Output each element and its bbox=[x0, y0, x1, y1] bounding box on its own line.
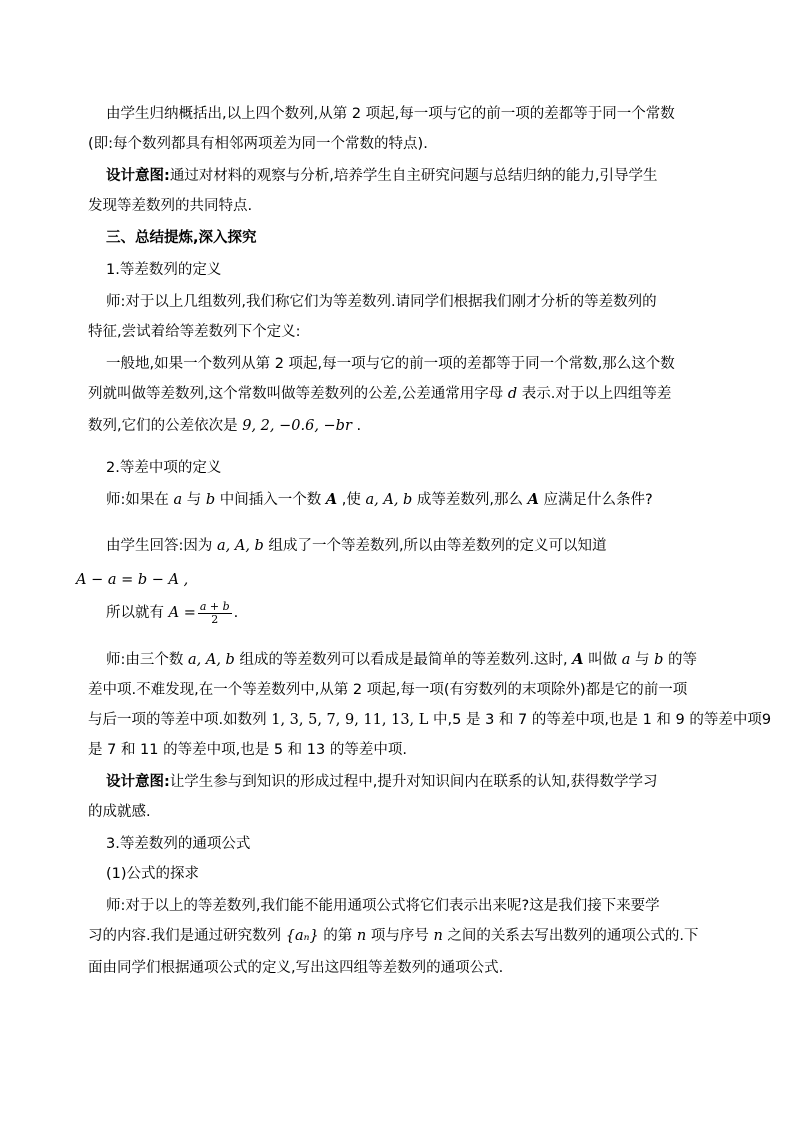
paragraph-definition-line3 bbox=[88, 416, 361, 436]
text: 由学生归纳概括出,以上四个数列,从第 2 项起,每一项与它的前一项的差都等于同一个常数 bbox=[106, 106, 675, 122]
math-symbol: a bbox=[173, 492, 183, 508]
math-expression: a, A, b bbox=[217, 538, 264, 554]
text: 之间的关系去写出数列的通项公式的.下 bbox=[442, 928, 699, 944]
design-intent-label: 设计意图: bbox=[106, 774, 170, 790]
text: (1)公式的探求 bbox=[106, 866, 200, 882]
math-symbol: d bbox=[507, 386, 518, 402]
paragraph-teacher-3-line3 bbox=[88, 958, 503, 978]
text: 通过对材料的观察与分析,培养学生自主研究问题与总结归纳的能力,引导学生 bbox=[169, 168, 658, 184]
paragraph-summary-line2 bbox=[88, 134, 428, 154]
math-expression: A − a = b − A , bbox=[76, 572, 189, 588]
text: 一般地,如果一个数列从第 2 项起,每一项与它的前一项的差都等于同一个常数,那么这个数 bbox=[106, 356, 675, 372]
text: 表示.对于以上四组等差 bbox=[517, 386, 672, 402]
text: 习的内容.我们是通过研究数列 bbox=[88, 928, 286, 944]
design-intent-1-line2 bbox=[88, 196, 252, 216]
text: 发现等差数列的共同特点. bbox=[88, 198, 253, 214]
design-intent-2-line1 bbox=[106, 772, 658, 792]
fraction-denominator: 2 bbox=[211, 612, 219, 626]
paragraph-summary-line1 bbox=[106, 104, 675, 124]
text: 的等 bbox=[663, 652, 698, 668]
math-symbol: n bbox=[356, 928, 367, 944]
paragraph-definition-line2 bbox=[88, 384, 671, 404]
paragraph-teacher-2-line4 bbox=[88, 740, 407, 760]
math-symbol: b bbox=[205, 492, 216, 508]
math-symbol: n bbox=[433, 928, 443, 944]
math-symbol: A bbox=[325, 491, 338, 508]
text: 所以就有 bbox=[106, 605, 169, 621]
paragraph-student-answer bbox=[106, 536, 607, 556]
paragraph-teacher-3-line1 bbox=[106, 896, 660, 916]
text: 应满足什么条件? bbox=[538, 492, 653, 508]
fraction bbox=[198, 601, 232, 626]
subheading-general-term bbox=[106, 834, 250, 854]
text: 的第 bbox=[318, 928, 357, 944]
text: 列就叫做等差数列,这个常数叫做等差数列的公差,公差通常用字母 bbox=[88, 386, 508, 402]
subheading-formula-exploration bbox=[106, 864, 199, 884]
paragraph-teacher-2-line1 bbox=[106, 650, 697, 670]
math-expression: {aₙ} bbox=[285, 928, 319, 944]
text: 中间插入一个数 bbox=[215, 492, 326, 508]
text: 组成的等差数列可以看成是最简单的等差数列.这时, bbox=[234, 652, 573, 668]
text: 与 bbox=[630, 652, 655, 668]
text: 师:对于以上的等差数列,我们能不能用通项公式将它们表示出来呢?这是我们接下来要学 bbox=[106, 898, 660, 914]
subheading-definition bbox=[106, 260, 221, 280]
section-heading-3 bbox=[106, 228, 257, 248]
text: 2.等差中项的定义 bbox=[106, 460, 222, 476]
math-expression: a, A, b bbox=[188, 652, 235, 668]
heading-text: 三、总结提炼,深入探究 bbox=[106, 230, 257, 246]
paragraph-teacher-question bbox=[106, 490, 653, 510]
paragraph-teacher-2-line3 bbox=[88, 710, 771, 730]
text: 3.等差数列的通项公式 bbox=[106, 836, 251, 852]
text: 师:由三个数 bbox=[106, 652, 188, 668]
text: 师:如果在 bbox=[106, 492, 174, 508]
design-intent-label: 设计意图: bbox=[106, 168, 170, 184]
text: 数列,它们的公差依次是 bbox=[88, 418, 243, 434]
text: 与后一项的等差中项.如数列 bbox=[88, 712, 272, 728]
text: 1.等差数列的定义 bbox=[106, 262, 222, 278]
text: 是 7 和 11 的等差中项,也是 5 和 13 的等差中项. bbox=[88, 742, 407, 758]
text: 中,5 是 3 和 7 的等差中项,也是 1 和 9 的等差中项9 bbox=[428, 712, 772, 728]
math-symbol: b bbox=[654, 652, 664, 668]
paragraph-result bbox=[106, 598, 238, 628]
text: 的成就感. bbox=[88, 804, 151, 820]
text: 叫做 bbox=[583, 652, 622, 668]
text: 项与序号 bbox=[366, 928, 434, 944]
math-symbol: A bbox=[527, 491, 539, 508]
equation-1 bbox=[76, 570, 188, 590]
fraction-numerator: a + b bbox=[199, 599, 230, 613]
text: (即:每个数列都具有相邻两项差为同一个常数的特点). bbox=[88, 136, 428, 152]
text: 差中项.不难发现,在一个等差数列中,从第 2 项起,每一项(有穷数列的末项除外)都是它的前一项 bbox=[88, 682, 688, 698]
text: 与 bbox=[182, 492, 206, 508]
design-intent-2-line2 bbox=[88, 802, 151, 822]
paragraph-teacher-1-line2 bbox=[88, 322, 301, 342]
paragraph-teacher-2-line2 bbox=[88, 680, 687, 700]
math-symbol: A bbox=[572, 651, 584, 668]
text: . bbox=[233, 605, 239, 621]
text: 面由同学们根据通项公式的定义,写出这四组等差数列的通项公式. bbox=[88, 960, 504, 976]
math-expression: a, A, b bbox=[365, 492, 413, 508]
text: 特征,尝试着给等差数列下个定义: bbox=[88, 324, 301, 340]
subheading-middle-term bbox=[106, 458, 221, 478]
paragraph-teacher-3-line2 bbox=[88, 926, 699, 946]
design-intent-1-line1 bbox=[106, 166, 658, 186]
math-symbol: a bbox=[621, 652, 631, 668]
paragraph-definition-line1 bbox=[106, 354, 675, 374]
math-expression: 9, 2, −0.6, −br bbox=[242, 418, 352, 434]
text: 由学生回答:因为 bbox=[106, 538, 217, 554]
math-expression: 1, 3, 5, 7, 9, 11, 13, L bbox=[271, 712, 429, 728]
text: 组成了一个等差数列,所以由等差数列的定义可以知道 bbox=[263, 538, 607, 554]
math-expression: A = bbox=[168, 605, 196, 621]
text: ,使 bbox=[337, 492, 366, 508]
paragraph-teacher-1-line1 bbox=[106, 292, 657, 312]
text: 让学生参与到知识的形成过程中,提升对知识间内在联系的认知,获得数学学习 bbox=[169, 774, 658, 790]
text: 师:对于以上几组数列,我们称它们为等差数列.请同学们根据我们刚才分析的等差数列的 bbox=[106, 294, 657, 310]
text: . bbox=[351, 418, 362, 434]
text: 成等差数列,那么 bbox=[412, 492, 528, 508]
